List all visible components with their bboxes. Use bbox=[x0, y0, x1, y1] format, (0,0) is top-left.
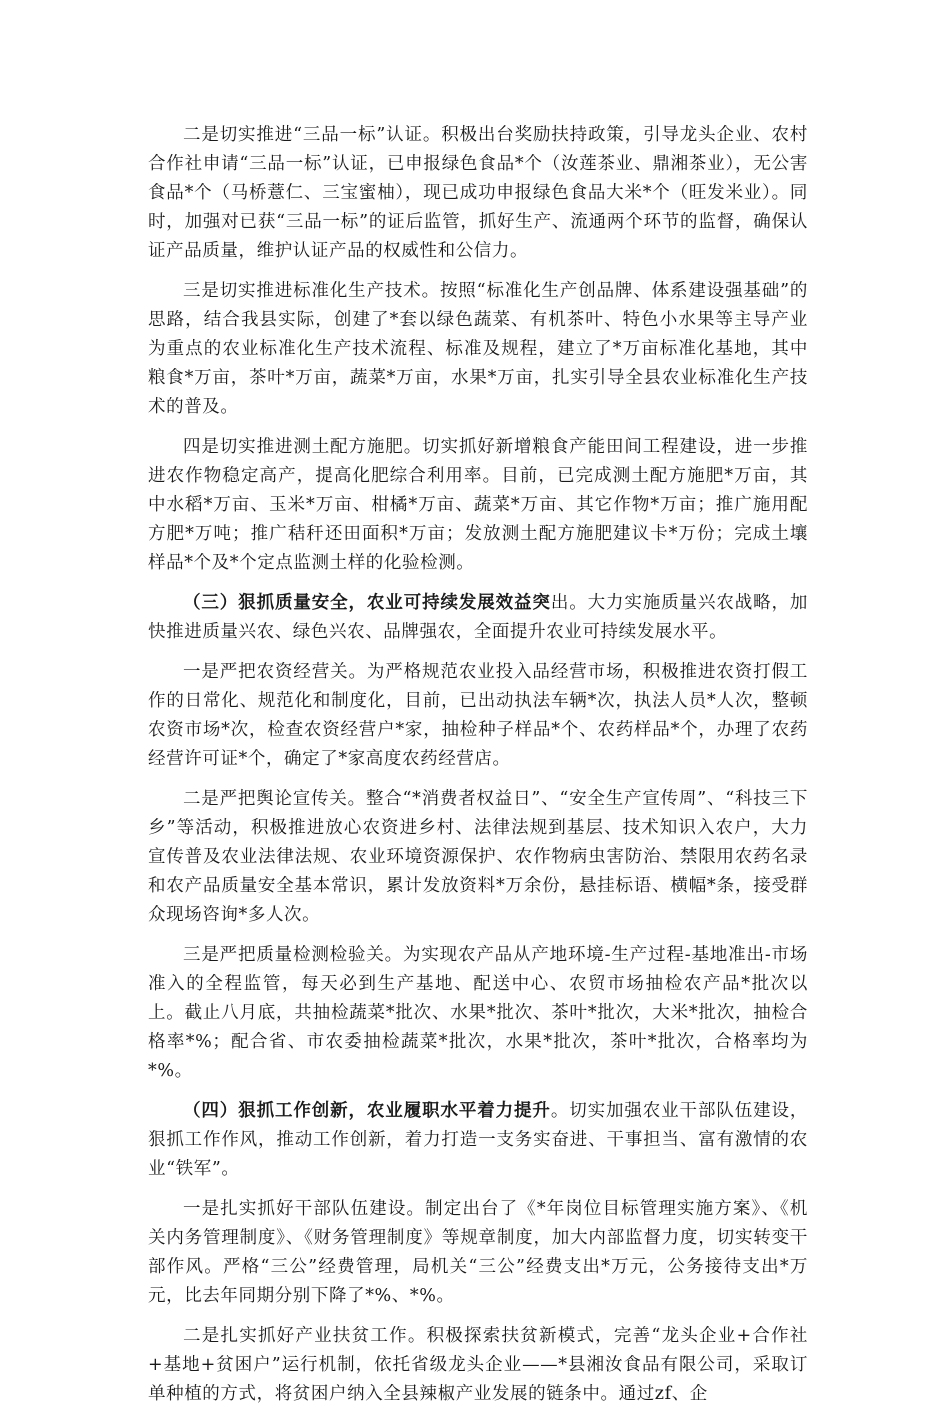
paragraph-text: 二是扎实抓好产业扶贫工作。积极探索扶贫新模式，完善“龙头企业+合作社+基地+贫困户”运行机制，依托省级龙头企业——*县湘汝食品有限公司，采取订单种植的方式，将贫困户纳入全县辣椒产业发展的链条中。通过zf、企 bbox=[148, 1326, 808, 1404]
paragraph-quality-testing bbox=[148, 941, 808, 1086]
paragraph-text: 四是切实推进测土配方施肥。切实抓好新增粮食产能田间工程建设，进一步推进农作物稳定高产，提高化肥综合利用率。目前，已完成测土配方施肥*万亩，其中水稻*万亩、玉米*万亩、柑橘*万亩、蔬菜*万亩、其它作物*万亩；推广施用配方肥*万吨；推广秸秆还田面积*万亩；发放测土配方施肥建议卡*万份；完成土壤样品*个及*个定点监测土样的化验检测。 bbox=[148, 437, 808, 573]
section-3-heading: （三）狠抓质量安全，农业可持续发展效益突 bbox=[183, 593, 551, 613]
paragraph-text: 一是严把农资经营关。为严格规范农业投入品经营市场，积极推进农资打假工作的日常化、规范化和制度化，目前，已出动执法车辆*次，执法人员*人次，整顿农资市场*次，检查农资经营户*家，抽检种子样品*个、农药样品*个，办理了农药经营许可证*个，确定了*家高度农药经营店。 bbox=[148, 662, 808, 769]
paragraph-agri-inputs bbox=[148, 658, 808, 774]
paragraph-text: 三是严把质量检测检验关。为实现农产品从产地环境-生产过程-基地准出-市场准入的全程监管，每天必到生产基地、配送中心、农贸市场抽检农产品*批次以上。截止八月底，共抽检蔬菜*批次、水果*批次、茶叶*批次，大米*批次，抽检合格率*%；配合省、市农委抽检蔬菜*批次，水果*批次，茶叶*批次，合格率均为*%。 bbox=[148, 945, 808, 1081]
paragraph-standardization bbox=[148, 277, 808, 422]
document-page bbox=[148, 121, 808, 1420]
paragraph-text: 出。大力实施质量兴农战略，加快推进质量兴农、绿色兴农、品牌强农，全面提升农业可持续发展水平。 bbox=[148, 593, 808, 642]
paragraph-soil-testing bbox=[148, 433, 808, 578]
paragraph-publicity bbox=[148, 785, 808, 930]
paragraph-text: 一是扎实抓好干部队伍建设。制定出台了《*年岗位目标管理实施方案》、《机关内务管理制度》、《财务管理制度》等规章制度，加大内部监督力度，切实转变干部作风。严格“三公”经费管理，局机关“三公”经费支出*万元，公务接待支出*万元，比去年同期分别下降了*%、*%。 bbox=[148, 1199, 808, 1306]
paragraph-certification bbox=[148, 121, 808, 266]
section-4-paragraph bbox=[148, 1097, 808, 1184]
section-4-heading: （四）狠抓工作创新，农业履职水平着力提升 bbox=[183, 1101, 551, 1121]
paragraph-poverty-alleviation bbox=[148, 1322, 808, 1409]
paragraph-text: 二是严把舆论宣传关。整合“*消费者权益日”、“安全生产宣传周”、“科技三下乡”等活动，积极推进放心农资进乡村、法律法规到基层、技术知识入农户，大力宣传普及农业法律法规、农业环境资源保护、农作物病虫害防治、禁限用农药名录和农产品质量安全基本常识，累计发放资料*万余份，悬挂标语、横幅*条，接受群众现场咨询*多人次。 bbox=[148, 789, 808, 925]
section-3-paragraph bbox=[148, 589, 808, 647]
paragraph-cadre-building bbox=[148, 1195, 808, 1311]
paragraph-text: 二是切实推进“三品一标”认证。积极出台奖励扶持政策，引导龙头企业、农村合作社申请“三品一标”认证，已申报绿色食品*个（汝莲茶业、鼎湘茶业），无公害食品*个（马桥薏仁、三宝蜜柚），现已成功申报绿色食品大米*个（旺发米业）。同时，加强对已获“三品一标”的证后监管，抓好生产、流通两个环节的监督，确保认证产品质量，维护认证产品的权威性和公信力。 bbox=[148, 125, 808, 261]
paragraph-text: 。切实加强农业干部队伍建设，狠抓工作作风，推动工作创新，着力打造一支务实奋进、干事担当、富有激情的农业“铁军”。 bbox=[148, 1101, 808, 1179]
paragraph-text: 三是切实推进标准化生产技术。按照“标准化生产创品牌、体系建设强基础”的思路，结合我县实际，创建了*套以绿色蔬菜、有机茶叶、特色小水果等主导产业为重点的农业标准化生产技术流程、标准及规程，建立了*万亩标准化基地，其中粮食*万亩，茶叶*万亩，蔬菜*万亩，水果*万亩，扎实引导全县农业标准化生产技术的普及。 bbox=[148, 281, 808, 417]
